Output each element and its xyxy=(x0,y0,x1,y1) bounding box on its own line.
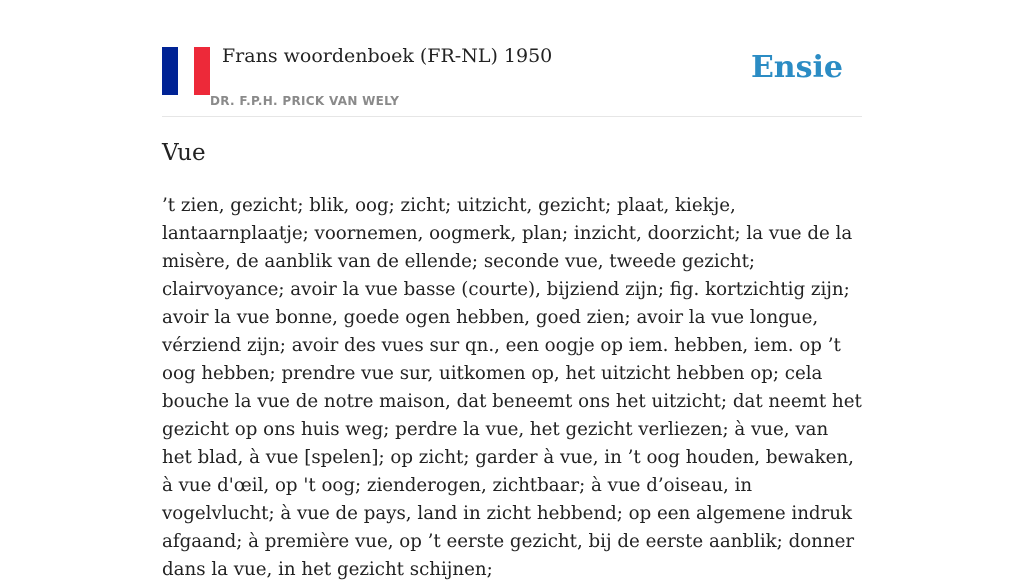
flag-stripe-blue xyxy=(162,47,178,95)
entry-definition: ’t zien, gezicht; blik, oog; zicht; uitzicht, gezicht; plaat, kiekje, lantaarnplaatje; voornemen, oogmerk, plan; inzicht, doorzicht; la vue de la misère, de aanblik van de ellende; seconde vue, tweede gezicht; clairvoyance; avoir la vue basse (courte), bijziend zijn; fig. kortzichtig zijn; avoir la vue bonne, goede ogen hebben, goed zien; avoir la vue longue, vérziend zijn; avoir des vues sur qn., een oogje op iem. hebben, iem. op ’t oog hebben; prendre vue sur, uitkomen op, het uitzicht hebben op; cela bouche la vue de notre maison, dat beneemt ons het uitzicht; dat neemt het gezicht op ons huis weg; perdre la vue, het gezicht verliezen; à vue, van het blad, à vue [spelen]; op zicht; garder à vue, in ’t oog houden, bewaken, à vue d'œil, op 't oog; zienderogen, zichtbaar; à vue d’oiseau, in vogelvlucht; à vue de pays, land in zicht hebbend; op een algemene indruk afgaand; à première vue, op ’t eerste gezicht, bij de eerste aanblik; donner dans la vue, in het gezicht schijnen; xyxy=(162,195,862,580)
french-flag-icon xyxy=(162,47,210,95)
dictionary-author: DR. F.P.H. PRICK VAN WELY xyxy=(210,94,400,108)
flag-stripe-white xyxy=(178,47,194,95)
entry-headword: Vue xyxy=(162,140,206,166)
dictionary-title[interactable]: Frans woordenboek (FR-NL) 1950 xyxy=(222,45,553,67)
flag-stripe-red xyxy=(194,47,210,95)
ensie-logo[interactable]: Ensie xyxy=(750,50,843,85)
dictionary-header xyxy=(162,0,862,117)
